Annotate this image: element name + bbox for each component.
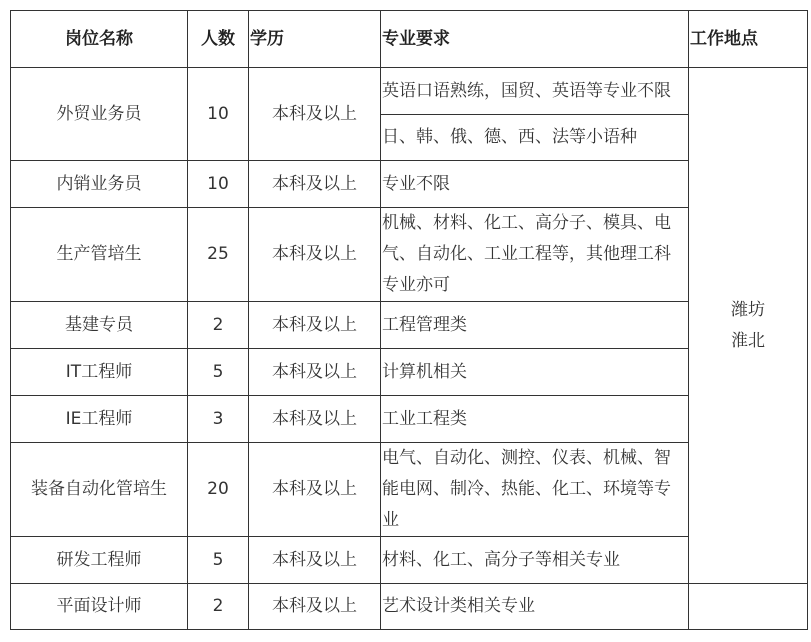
education-cell: 本科及以上: [249, 302, 381, 349]
education-cell: 本科及以上: [249, 208, 381, 302]
location-line: 潍坊: [731, 299, 765, 320]
education-cell: 本科及以上: [249, 443, 381, 537]
count-cell: 3: [188, 396, 249, 443]
major-cell: 专业不限: [381, 161, 689, 208]
position-cell: IT工程师: [11, 349, 188, 396]
table-row: [11, 537, 808, 584]
table-row: [11, 68, 808, 115]
count-cell: 5: [188, 537, 249, 584]
header-major: 专业要求: [381, 11, 689, 68]
count-cell: 20: [188, 443, 249, 537]
table-row: [11, 349, 808, 396]
position-cell: 生产管培生: [11, 208, 188, 302]
recruitment-table: [10, 10, 808, 630]
location-line: 淮北: [731, 330, 765, 351]
education-cell: 本科及以上: [249, 349, 381, 396]
recruitment-table-container: [10, 10, 808, 630]
major-cell: 计算机相关: [381, 349, 689, 396]
education-cell: 本科及以上: [249, 396, 381, 443]
header-row: [11, 11, 808, 68]
major-line: 业: [382, 510, 399, 530]
position-cell: 装备自动化管培生: [11, 443, 188, 537]
education-cell: 本科及以上: [249, 161, 381, 208]
major-cell: [381, 208, 689, 302]
major-line: 机械、材料、化工、高分子、模具、电: [382, 213, 671, 233]
position-cell: 基建专员: [11, 302, 188, 349]
major-cell: [381, 443, 689, 537]
table-row: [11, 161, 808, 208]
count-cell: 10: [188, 68, 249, 161]
table-row: [11, 443, 808, 537]
count-cell: 25: [188, 208, 249, 302]
count-cell: 2: [188, 584, 249, 630]
major-cell: 英语口语熟练，国贸、英语等专业不限: [381, 68, 689, 115]
education-cell: 本科及以上: [249, 68, 381, 161]
position-cell: IE工程师: [11, 396, 188, 443]
major-cell: 艺术设计类相关专业: [381, 584, 689, 630]
major-cell: 工程管理类: [381, 302, 689, 349]
major-cell: 日、韩、俄、德、西、法等小语种: [381, 115, 689, 161]
position-cell: 外贸业务员: [11, 68, 188, 161]
major-line: 专业亦可: [382, 275, 450, 295]
header-count: 人数: [188, 11, 249, 68]
major-cell: 材料、化工、高分子等相关专业: [381, 537, 689, 584]
major-line: 能电网、制冷、热能、化工、环境等专: [382, 479, 671, 499]
major-cell: 工业工程类: [381, 396, 689, 443]
location-cell-empty: [689, 584, 808, 630]
header-position: 岗位名称: [11, 11, 188, 68]
position-cell: 平面设计师: [11, 584, 188, 630]
count-cell: 2: [188, 302, 249, 349]
table-row: [11, 302, 808, 349]
table-row: [11, 396, 808, 443]
table-row: [11, 208, 808, 302]
position-cell: 研发工程师: [11, 537, 188, 584]
location-cell: [689, 68, 808, 584]
count-cell: 5: [188, 349, 249, 396]
header-location: 工作地点: [689, 11, 808, 68]
education-cell: 本科及以上: [249, 537, 381, 584]
header-education: 学历: [249, 11, 381, 68]
table-row: [11, 584, 808, 630]
major-line: 电气、自动化、测控、仪表、机械、智: [382, 448, 671, 468]
education-cell: 本科及以上: [249, 584, 381, 630]
major-line: 气、自动化、工业工程等，其他理工科: [382, 244, 671, 264]
count-cell: 10: [188, 161, 249, 208]
position-cell: 内销业务员: [11, 161, 188, 208]
